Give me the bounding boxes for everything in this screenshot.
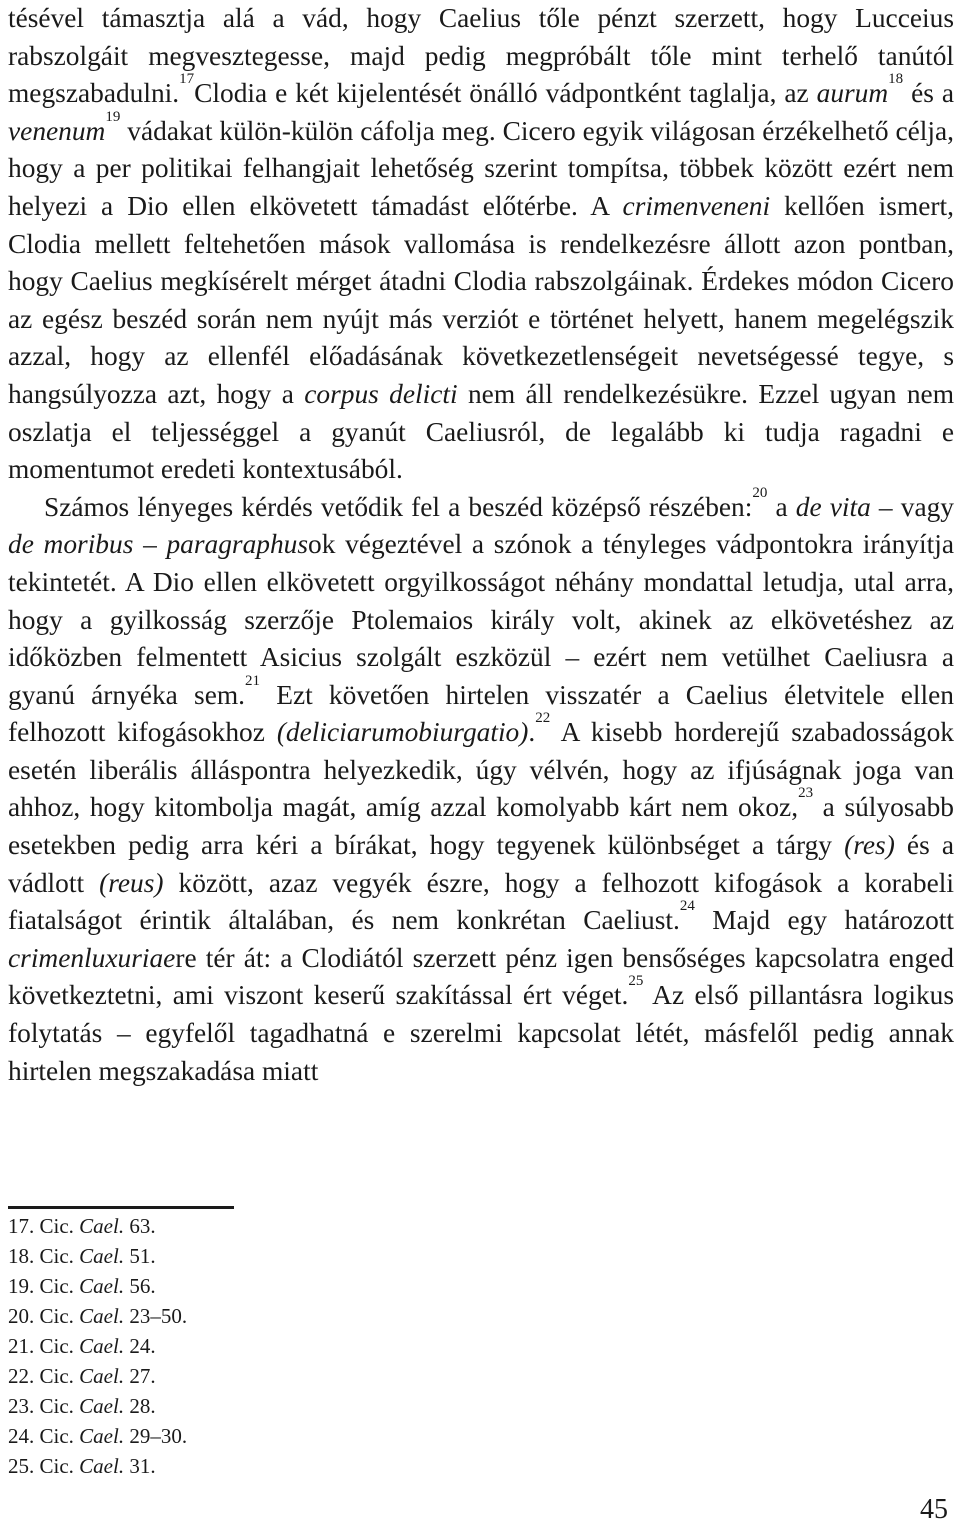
footnote-item (8, 1421, 187, 1451)
text-run: nem áll rendelkezésükre. Ezzel ugyan nem oszlatja el teljességgel a gyanút Caeliusról, de legalább ki tudja ragadni e momentumot eredeti kontextusából. (8, 378, 954, 485)
text-run: re tér át: a Clodiától szerzett pénz igen bensőséges kapcsolatra enged következtetni, ami viszont keserű szakítással ért véget. (8, 942, 954, 1011)
footnote-number: 24. (8, 1424, 35, 1448)
text-run: Ezt követően hirtelen visszatér a Caelius életvitele ellen felhozott kifogásokhoz (8, 679, 954, 748)
footnote-number: 19. (8, 1274, 35, 1298)
italic-term: crimenluxuriae (8, 942, 176, 973)
text-run: a (767, 491, 796, 522)
footnote-work: Cael. (79, 1334, 125, 1358)
footnote-locus: 24. (129, 1334, 156, 1358)
footnote-separator (8, 1206, 234, 1209)
footnote-work: Cael. (79, 1214, 125, 1238)
footnote-reference[interactable]: 20 (752, 484, 768, 501)
footnote-number: 21. (8, 1334, 35, 1358)
text-run: – (133, 529, 167, 560)
footnote-author: Cic. (39, 1424, 74, 1448)
footnote-reference[interactable]: 22 (535, 710, 551, 727)
footnote-locus: 27. (129, 1364, 156, 1388)
footnote-author: Cic. (39, 1274, 74, 1298)
italic-term: venenum (8, 115, 106, 146)
page-number: 45 (920, 1494, 948, 1525)
footnote-item (8, 1331, 187, 1361)
footnote-item (8, 1451, 187, 1481)
footnote-reference[interactable]: 23 (798, 785, 814, 802)
text-run: Számos lényeges kérdés vetődik fel a beszéd középső részében: (44, 491, 753, 522)
text-run: tésével támasztja alá a vád, hogy Caelius tőle pénzt szerzett, hogy Lucceius rabszolgáit megvesztegesse, majd pedig megpróbált tőle mint terhelő tanútól megszabadulni. (8, 3, 954, 109)
footnote-locus: 29–30. (129, 1424, 188, 1448)
footnote-number: 22. (8, 1364, 35, 1388)
document-page (8, 0, 955, 1525)
footnote-author: Cic. (39, 1244, 74, 1268)
paragraph-2 (8, 484, 955, 1091)
footnote-work: Cael. (79, 1454, 125, 1478)
footnote-work: Cael. (79, 1304, 125, 1328)
footnote-reference[interactable]: 24 (679, 898, 695, 915)
text-run: . (528, 717, 536, 748)
paragraph-1 (8, 0, 954, 489)
text-run: Clodia e két kijelentését önálló vádpontként taglalja, az (194, 78, 817, 109)
text-run: és a vádlott (8, 830, 954, 898)
text-run: – vagy (870, 491, 954, 522)
footnote-locus: 28. (129, 1394, 156, 1418)
italic-term: aurum (816, 78, 889, 109)
footnote-locus: 51. (129, 1244, 156, 1268)
footnote-author: Cic. (39, 1334, 74, 1358)
italic-term: (reus) (99, 867, 164, 898)
footnote-number: 17. (8, 1214, 35, 1238)
footnote-reference[interactable]: 21 (245, 672, 261, 689)
footnote-item (8, 1361, 187, 1391)
footnote-author: Cic. (39, 1364, 74, 1388)
italic-term: (res) (844, 830, 895, 861)
footnote-item (8, 1241, 187, 1271)
italic-term: crimenveneni (622, 190, 771, 221)
italic-term: paragraphus (166, 529, 309, 560)
footnote-locus: 56. (129, 1274, 156, 1298)
footnote-item (8, 1211, 187, 1241)
footnote-locus: 63. (129, 1214, 156, 1238)
footnote-item (8, 1271, 187, 1301)
footnote-work: Cael. (79, 1394, 125, 1418)
footnote-number: 23. (8, 1394, 35, 1418)
footnote-locus: 23–50. (129, 1304, 188, 1328)
body-text (8, 0, 954, 1090)
italic-term: (deliciarumobiurgatio) (276, 717, 529, 748)
text-run: kellően ismert, Clodia mellett feltehetően mások vallomása is rendelkezésre állott azon pontban, hogy Caelius megkísérelt mérget átadni Clodia rabszolgáinak. Érdekes módon Cicero az egész beszéd során nem nyújt más verziót e történet helyett, hanem megelégszik azzal, hogy az ellenfél előadásának következetlenségeit nevetségessé tegye, s hangsúlyozza azt, hogy a (8, 190, 954, 409)
footnote-item (8, 1391, 187, 1421)
footnote-author: Cic. (39, 1394, 74, 1418)
footnote-author: Cic. (39, 1214, 74, 1238)
footnote-reference[interactable]: 19 (105, 108, 121, 125)
text-run: A kisebb horderejű szabadosságok esetén liberális álláspontra helyezkedik, úgy vélvén, hogy az ifjúságnak joga van ahhoz, hogy kitombolja magát, amíg azzal komolyabb kárt nem okoz, (8, 717, 954, 823)
text-run: vádakat külön-külön cáfolja meg. Cicero egyik világosan érzékelhető célja, hogy a per politikai felhangjait lehetőség szerint tompítsa, többek között ezért nem helyezi a Dio ellen elkövetett támadást előtérbe. A (8, 115, 954, 221)
italic-term: de moribus (8, 529, 134, 560)
footnote-list (8, 1211, 187, 1481)
footnote-number: 25. (8, 1454, 35, 1478)
text-run: Majd egy határozott (694, 905, 954, 936)
footnote-work: Cael. (79, 1364, 125, 1388)
footnote-work: Cael. (79, 1274, 125, 1298)
footnote-item (8, 1301, 187, 1331)
italic-term: corpus delicti (304, 378, 458, 409)
text-run: ok végeztével a szónok a tényleges vádpontokra irányítja tekintetét. A Dio ellen elkövetett orgyilkosságot néhány mondattal letudja, utal arra, hogy a gyilkosság szerzője Ptolemaios király volt, akinek az elkövetéshez az időközben felmentett Asicius szolgált eszközül – ezért nem vetülhet Caeliusra a gyanú árnyéka sem. (8, 529, 955, 710)
text-run: a súlyosabb esetekben pedig arra kéri a bírákat, hogy tegyenek különbséget a tárgy (8, 792, 955, 861)
footnote-work: Cael. (79, 1244, 125, 1268)
text-run: Az első pillantásra logikus folytatás – egyfelől tagadhatná e szerelmi kapcsolat létét, másfelől pedig annak hirtelen megszakadása miatt (8, 980, 954, 1086)
footnote-author: Cic. (39, 1304, 74, 1328)
footnote-number: 20. (8, 1304, 35, 1328)
footnote-number: 18. (8, 1244, 35, 1268)
footnote-reference[interactable]: 18 (888, 71, 904, 88)
italic-term: de vita (795, 491, 871, 522)
footnote-reference[interactable]: 17 (179, 71, 195, 88)
footnote-locus: 31. (129, 1454, 156, 1478)
footnote-reference[interactable]: 25 (628, 973, 644, 990)
text-run: között, azaz vegyék észre, hogy a felhozott kifogások a korabeli fiatalságot érintik általában, és nem konkrétan Caeliust. (8, 867, 955, 936)
text-run: és a (903, 78, 954, 109)
footnote-author: Cic. (39, 1454, 74, 1478)
footnote-work: Cael. (79, 1424, 125, 1448)
